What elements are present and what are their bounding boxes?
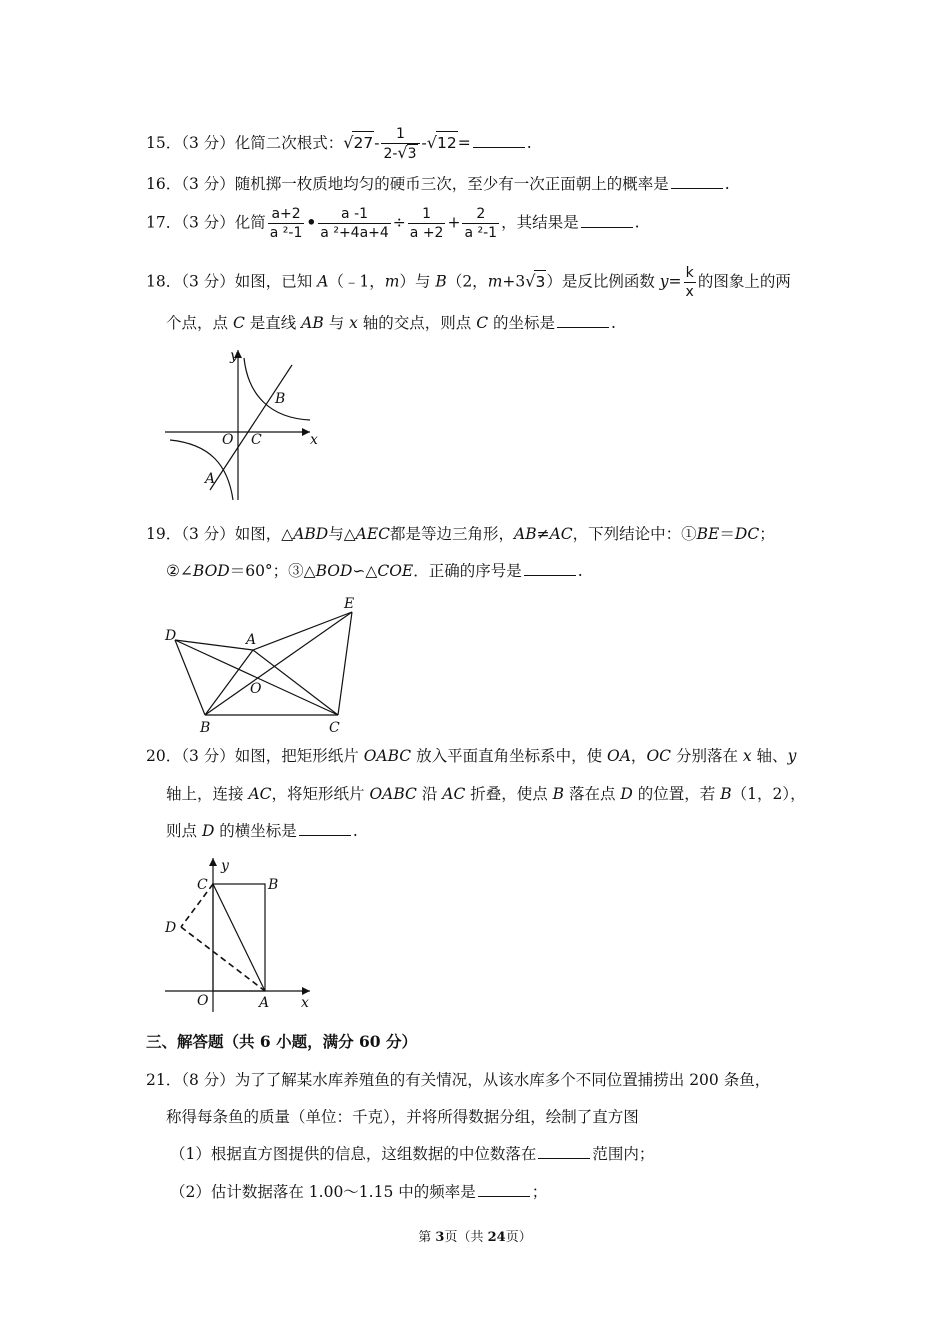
question-18-line1: 18．（3 分）如图，已知 A（﹣1，m）与 B（2，m+3√3）是反比例函数 y= $\frac{k}{x}$ 的图象上的两 xyxy=(146,265,791,300)
answer-blank[interactable] xyxy=(538,1144,590,1159)
label-E: E xyxy=(344,596,355,612)
question-19-line1: 19．（3 分）如图，△ABD与△AEC都是等边三角形，AB≠AC，下列结论中：①BE＝DC； xyxy=(146,525,775,543)
figure-q18-hyperbola xyxy=(160,340,330,505)
question-19-line2: ②∠BOD＝60°；③△BOD∽△COE．正确的序号是 . xyxy=(166,562,583,580)
label-A: A xyxy=(205,471,216,487)
question-21-part1: （1）根据直方图提供的信息，这组数据的中位数落在 范围内； xyxy=(170,1145,655,1163)
figure-q20-fold xyxy=(160,852,320,1017)
figure-q19-triangles xyxy=(160,592,370,737)
label-C: C xyxy=(251,432,262,448)
label-O: O xyxy=(222,432,234,448)
section-heading: 三、解答题（共 6 小题，满分 60 分） xyxy=(146,1032,417,1051)
answer-blank[interactable] xyxy=(557,313,609,328)
answer-blank[interactable] xyxy=(478,1182,530,1197)
question-18-line2: 个点，点 C 是直线 AB 与 x 轴的交点，则点 C 的坐标是 . xyxy=(166,314,616,332)
label-y: y xyxy=(230,348,238,364)
question-21-part2: （2）估计数据落在 1.00～1.15 中的频率是 ； xyxy=(170,1183,548,1201)
label-O: O xyxy=(197,993,209,1009)
label-A: A xyxy=(246,632,257,648)
label-B: B xyxy=(200,720,211,736)
label-y: y xyxy=(221,858,229,874)
label-O: O xyxy=(250,681,262,697)
question-17: 17．（3 分）化简 $\frac{a+2}{\text{a ²-1}}$ • $\frac{a -1}{\text{a ²+4a+4}}$ ÷ $\frac{1}{a +2}$ + $\frac{2}{\text{a ²-1}}$ ，其结果是 . xyxy=(146,206,640,241)
label-x: x xyxy=(310,432,318,448)
label-D: D xyxy=(165,920,177,936)
label-B: B xyxy=(268,877,279,893)
question-20-line2: 轴上，连接 AC，将矩形纸片 OABC 沿 AC 折叠，使点 B 落在点 D 的位置，若 B（1，2）， xyxy=(166,785,806,803)
question-16: 16．（3 分）随机掷一枚质地均匀的硬币三次，至少有一次正面朝上的概率是 . xyxy=(146,175,730,193)
question-15: 15．（3 分）化简二次根式：√27- $\frac{1}{2-√3}$ -√12= . xyxy=(146,126,532,162)
question-21-line2: 称得每条鱼的质量（单位：千克），并将所得数据分组，绘制了直方图 xyxy=(166,1108,639,1126)
question-20-line1: 20．（3 分）如图，把矩形纸片 OABC 放入平面直角坐标系中，使 OA，OC 分别落在 x 轴、y xyxy=(146,747,797,765)
answer-blank[interactable] xyxy=(473,133,525,148)
question-21-line1: 21．（8 分）为了了解某水库养殖鱼的有关情况，从该水库多个不同位置捕捞出 200 条鱼， xyxy=(146,1071,771,1089)
label-C: C xyxy=(329,720,340,736)
answer-blank[interactable] xyxy=(581,213,633,228)
page-footer: 第 3页（共 24页） xyxy=(418,1230,532,1245)
answer-blank[interactable] xyxy=(671,174,723,189)
label-x: x xyxy=(301,995,309,1011)
question-20-line3: 则点 D 的横坐标是 . xyxy=(166,822,358,840)
label-A: A xyxy=(259,995,270,1011)
answer-blank[interactable] xyxy=(524,561,576,576)
answer-blank[interactable] xyxy=(299,821,351,836)
label-B: B xyxy=(275,391,286,407)
label-C: C xyxy=(197,877,208,893)
label-D: D xyxy=(165,628,177,644)
